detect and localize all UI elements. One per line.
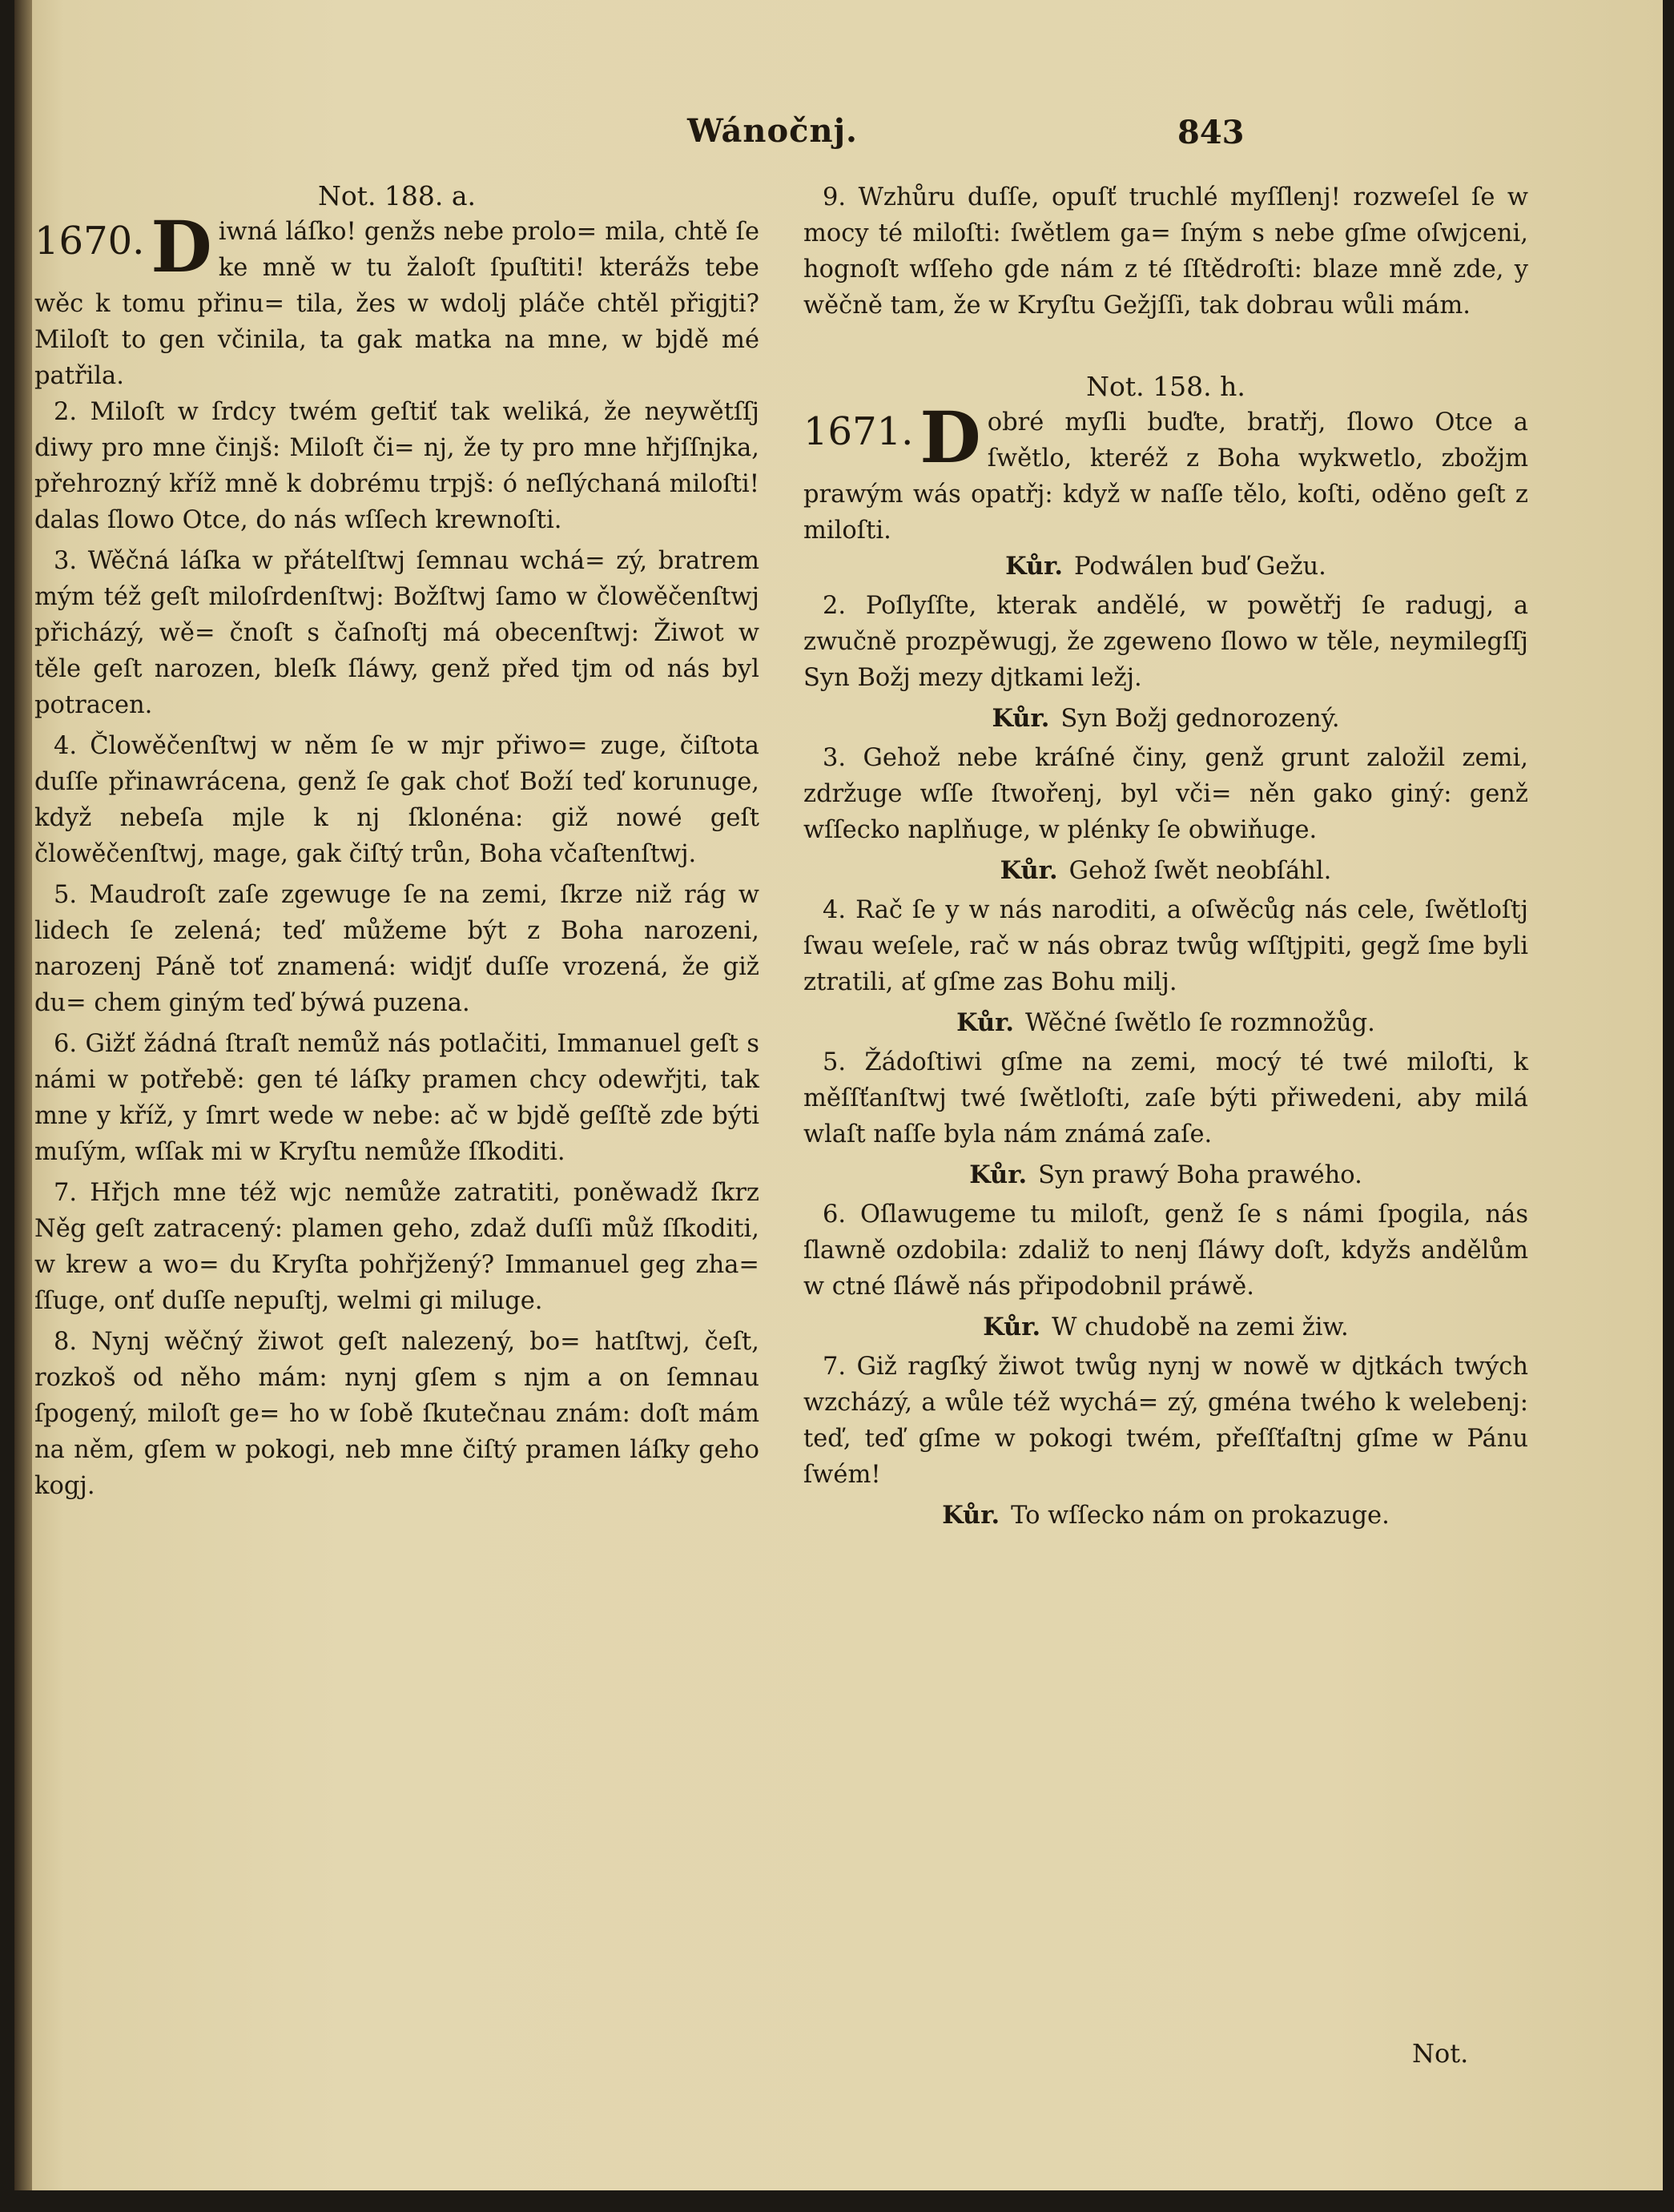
stanza: 3. Wěčná láſka w přátelſtwj ſemnau wchá= zý, bratrem mým též geſt miloſrdenſtwj: Božſtwj ſamo w člowěčenſtwj přicházý, wě= čnoſt s čaſnoſtj má obecenſtwj: Žiwot w těle geſt narozen, bleſk ſláwy, genž před tjm od nás byl potracen. bbox=[34, 547, 759, 719]
stanza: 4. Rač ſe y w nás naroditi, a oſwěcůg nás cele, ſwětloſtj ſwau weſele, rač w nás obraz twůg wſſtjpiti, gegž ſme byli ztratili, ať gſme zas Bohu milj. bbox=[803, 896, 1528, 996]
chorus-text: Wěčné ſwětlo ſe rozmnožůg. bbox=[1025, 1009, 1375, 1037]
section-gap bbox=[803, 328, 1528, 368]
stanza: 5. Žádoſtiwi gſme na zemi, mocý té twé miloſti, k měſſťanſtwj twé ſwětloſti, zaſe býti přiwedeni, aby milá wlaſt naſſe byla nám známá zaſe. bbox=[803, 1048, 1528, 1148]
melody-reference: Not. 158. h. bbox=[1086, 371, 1245, 402]
stanza: 8. Nynj wěčný žiwot geſt nalezený, bo= hatſtwj, čeſt, rozkoš od něho mám: nynj gſem s njm a on ſemnau ſpogený, miloſt ge= ho w ſobě ſkutečnau znám: doſt mám na něm, gſem w pokogi, neb mne čiſtý pramen láſky geho kogj. bbox=[34, 1328, 759, 1500]
stanza-text: iwná láſko! genžs nebe prolo= mila, chtě ſe ke mně w tu žaloſt ſpuſtiti! kterážs tebe wěc k tomu přinu= tila, žes w wdolj pláče chtěl přigjti? Miloſt to gen včinila, ta gak matka na mne, w bjdě mé patřila. bbox=[34, 218, 759, 390]
chorus-label: Kůr. bbox=[992, 704, 1050, 733]
stanza-text: obré myſli buďte, bratřj, ſlowo Otce a ſwětlo, kteréž z Boha wykwetlo, zbožjm prawým wás opatřj: když w naſſe tělo, koſti, oděno geſt z miloſti. bbox=[803, 408, 1528, 545]
chorus-text: W chudobě na zemi žiw. bbox=[1052, 1313, 1349, 1341]
left-column bbox=[34, 178, 759, 1509]
stanza: 7. Giž ragſký žiwot twůg nynj w nowě w djtkách twých wzcházý, a wůle též wychá= zý, gména twého k welebenj: teď, teď gſme w pokogi twém, přeſſťaſtnj gſme w Pánu ſwém! bbox=[803, 1353, 1528, 1489]
chorus-text: Podwálen buď Gežu. bbox=[1074, 553, 1326, 581]
chorus-line bbox=[803, 701, 1528, 737]
chorus-line bbox=[803, 1498, 1528, 1534]
chorus-text: Gehož ſwět neobſáhl. bbox=[1068, 857, 1332, 885]
catchword: Not. bbox=[1412, 2038, 1469, 2069]
hymn-1670-first-stanza bbox=[34, 205, 759, 394]
chorus-label: Kůr. bbox=[942, 1501, 1000, 1530]
chorus-line bbox=[803, 1005, 1528, 1041]
chorus-line bbox=[803, 549, 1528, 585]
stanza: 6. Gižť žádná ſtraſt nemůž nás potlačiti, Immanuel geſt s námi w potřebě: gen té láſky pramen chcy odewřjti, tak mne y kříž, y ſmrt wede w nebe: ač w bjdě geſſtě zde býti muſým, wſſak mi w Kryſtu nemůže ſſkoditi. bbox=[34, 1030, 759, 1166]
chorus-line bbox=[803, 1309, 1528, 1345]
chorus-label: Kůr. bbox=[1005, 552, 1064, 581]
stanza: 5. Maudroſt zaſe zgewuge ſe na zemi, ſkrze niž rág w lidech ſe zelená; teď můžeme být z Boha narozeni, narozenj Páně toť znamená: widjť duſſe vrozená, že giž du= chem giným teď býwá puzena. bbox=[34, 881, 759, 1017]
hymn-number: 1671. bbox=[803, 409, 914, 454]
hymn-number: 1670. bbox=[34, 219, 145, 263]
stanza: 7. Hřjch mne též wjc nemůže zatratiti, poněwadž ſkrz Něg geſt zatracený: plamen geho, zdaž duſſi můž ſſkoditi, w krew a wo= du Kryſta pohřjžený? Immanuel geg zha= ſſuge, onť duſſe nepuſtj, welmi gi miluge. bbox=[34, 1179, 759, 1315]
running-head: Wánočnj. bbox=[687, 112, 858, 150]
chorus-text: Syn Božj gednorozený. bbox=[1060, 705, 1340, 733]
melody-reference: Not. 188. a. bbox=[317, 180, 477, 211]
right-column bbox=[803, 179, 1528, 1537]
page-header bbox=[14, 112, 1663, 160]
stanza: 3. Gehož nebe kráſné činy, genž grunt založil zemi, zdržuge wſſe ſtwořenj, byl vči= něn gako giný: genž wſſecko naplňuge, w plénky ſe obwiňuge. bbox=[803, 744, 1528, 844]
drop-cap: D bbox=[919, 396, 981, 479]
book-page bbox=[14, 0, 1663, 2190]
drop-cap: D bbox=[151, 205, 212, 288]
chorus-line bbox=[803, 853, 1528, 889]
chorus-label: Kůr. bbox=[969, 1160, 1028, 1189]
stanza: 4. Člowěčenſtwj w něm ſe w mjr přiwo= zuge, čiſtota duſſe přinawrácena, genž ſe gak choť Boží teď korunuge, když nebeſa mjle k nj ſklonéna: giž nowé geſt člowěčenſtwj, mage, gak čiſtý trůn, Boha včaſtenſtwj. bbox=[34, 732, 759, 868]
chorus-label: Kůr. bbox=[983, 1313, 1041, 1341]
page-binding-shadow bbox=[14, 0, 32, 2190]
chorus-text: Syn prawý Boha prawého. bbox=[1038, 1161, 1362, 1189]
chorus-label: Kůr. bbox=[1000, 856, 1058, 885]
chorus-label: Kůr. bbox=[956, 1008, 1015, 1037]
stanza: 2. Poſlyſſte, kterak andělé, w powětřj ſe radugj, a zwučně prozpěwugj, že zgeweno ſlowo w těle, neymilegſſj Syn Božj mezy djtkami ležj. bbox=[803, 592, 1528, 692]
stanza: 9. Wzhůru duſſe, opuſť truchlé myſſlenj! rozweſel ſe w mocy té miloſti: ſwětlem ga= ſným s nebe gſme oſwjceni, hognoſt wſſeho gde nám z té ſſtědroſti: blaze mně zde, y wěčně tam, že w Kryſtu Gežjſſi, tak dobrau wůli mám. bbox=[803, 183, 1528, 320]
page-number: 843 bbox=[1177, 114, 1245, 151]
stanza: 2. Miloſt w ſrdcy twém geſtiť tak weliká, že neywětſſj diwy pro mne činjš: Miloſt či= nj, že ty pro mne hřjſſnjka, přehrozný kříž mně k dobrému trpjš: ó neſlýchaná miloſti! dalas ſlowo Otce, do nás wſſech krewnoſti. bbox=[34, 398, 759, 534]
hymn-1671-first-stanza bbox=[803, 396, 1528, 549]
chorus-text: To wſſecko nám on prokazuge. bbox=[1011, 1502, 1390, 1530]
chorus-line bbox=[803, 1157, 1528, 1193]
stanza: 6. Oſlawugeme tu miloſt, genž ſe s námi ſpogila, nás ſlawně ozdobila: zdaliž to nenj ſláwy doſt, kdyžs andělům w ctné ſláwě nás připodobnil práwě. bbox=[803, 1201, 1528, 1301]
